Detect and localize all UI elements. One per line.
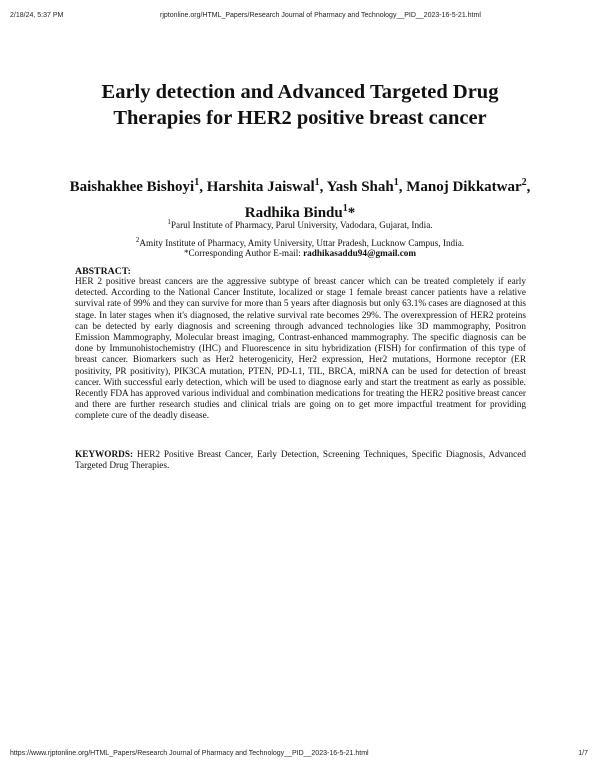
author: Harshita Jaiswal$^1$, [206, 177, 327, 195]
affiliation-1: $^1$Parul Institute of Pharmacy, Parul University, Vadodara, Gujarat, India. [167, 218, 433, 231]
print-header [0, 12, 600, 22]
author: Baishakhee Bishoyi$^1$, [69, 177, 207, 195]
author: Manoj Dikkatwar$^2$, [406, 177, 531, 195]
keywords [75, 450, 526, 472]
author-list [60, 172, 540, 224]
print-datetime: 2/18/24, 5:37 PM [10, 12, 64, 19]
author: Radhika Bindu$^1$* [244, 203, 356, 221]
keywords-label: KEYWORDS: [75, 450, 134, 460]
page-number: 1/7 [578, 750, 588, 757]
abstract-heading: ABSTRACT: [75, 266, 131, 277]
affiliation-2: $^2$Amity Institute of Pharmacy, Amity University, Uttar Pradesh, Lucknow Campus, India. [135, 236, 465, 249]
keywords-text: HER2 Positive Breast Cancer, Early Detection, Screening Techniques, Specific Diagnosis, Advanced Targeted Drug Therapies. [75, 450, 526, 472]
corresponding-author: *Corresponding Author E-mail: radhikasaddu94@gmail.com [183, 248, 417, 258]
print-url: rjptonline.org/HTML_Papers/Research Journal of Pharmacy and Technology__PID__2023-16-5-21.html [160, 12, 481, 19]
corresponding-email: radhikasaddu94@gmail.com [303, 248, 417, 258]
paper-title: Early detection and Advanced Targeted Drug Therapies for HER2 positive breast cancer [101, 81, 499, 129]
print-footer [0, 750, 600, 760]
footer-url: https://www.rjptonline.org/HTML_Papers/Research Journal of Pharmacy and Technology__PID__2023-16-5-21.html [10, 750, 369, 757]
author: Yash Shah$^1$, [326, 177, 407, 195]
abstract-text: HER 2 positive breast cancers are the aggressive subtype of breast cancer which can be treated completely if early detected. According to the National Cancer Institute, localized or stage 1 female breast cancer patients have a relative survival rate of 99% and they can survive for more than 5 years after diagnosis but only 63.1% cases are diagnosed at this stage. In later stages when it's diagnosed, the relative survival rate becomes 29%. The overexpression of HER2 proteins can be detected by early diagnosis and screening through advanced technologies like 3D mammography, Positron Emission Mammography, Molecular breast imaging, Contrast-enhanced mammography. The specific diagnosis can be done by Immunohistochemistry (IHC) and Fluorescence in situ hybridization (FISH) for confirmation of this type of breast cancer. Biomarkers such as Her2 heterogenicity, Her2 expression, Her2 mutations, Hormone receptor (ER positivity, PR positivity), PIK3CA mutation, PTEN, PD-L1, TIL, BRCA, miRNA can be used for detection of breast cancer. With successful early detection, which will be used to diagnose early and start the treatment as early as possible. Recently FDA has approved various individual and combination medications for treating the HER2 positive breast cancer and there are further research studies and clinical trials are going on to get more impactful treatment for providing complete cure of the deadly disease. [75, 277, 526, 422]
